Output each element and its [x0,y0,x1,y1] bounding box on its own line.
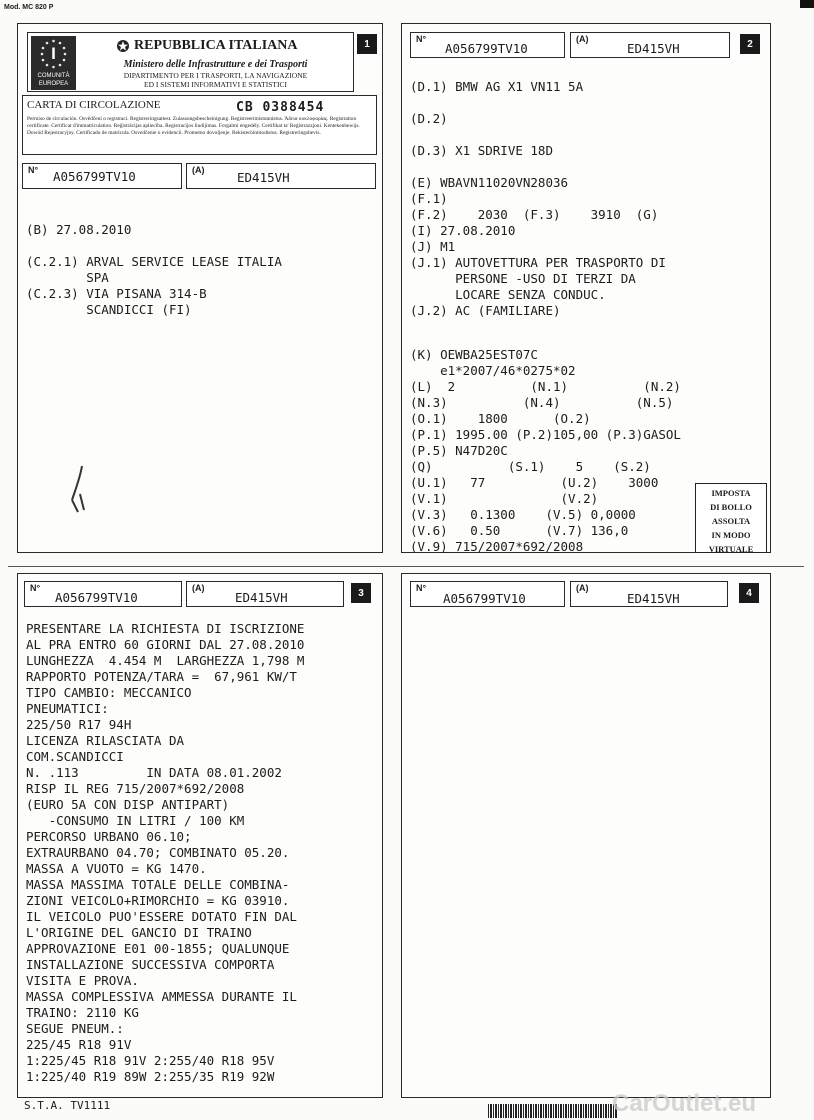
n-label: N° [28,165,39,175]
data-line [410,335,681,347]
registration-number: A056799TV10 [55,590,138,605]
document-number: CB 0388454 [236,100,325,115]
ministry-name: Ministero delle Infrastrutture e dei Trasporti [123,59,308,70]
note-line: VISITA E PROVA. [26,973,139,988]
note-line: 1:225/45 R18 91V 2:255/40 R18 95V [26,1053,275,1068]
tax-stamp [695,483,767,553]
data-line [410,159,681,175]
notes-block [26,621,304,1085]
registration-number: A056799TV10 [445,41,528,56]
note-line: -CONSUMO IN LITRI / 100 KM [26,813,245,828]
n-label: N° [416,34,427,44]
data-line: (J.1) AUTOVETTURA PER TRASPORTO DI [410,255,666,270]
watermark: CarOutlet.eu [612,1090,757,1117]
panel-number: 2 [740,34,760,54]
note-line: ZIONI VEICOLO+RIMORCHIO = KG 03910. [26,893,290,908]
stamp-line: VIRTUALE [708,544,754,554]
note-line: MASSA A VUOTO = KG 1470. [26,861,207,876]
data-line: (D.2) [410,111,448,126]
plate-box [570,32,730,58]
note-line: PNEUMATICI: [26,701,109,716]
data-line: (D.3) X1 SDRIVE 18D [410,143,553,158]
note-line: AL PRA ENTRO 60 GIORNI DAL 27.08.2010 [26,637,305,652]
data-line: (J) M1 [410,239,456,254]
data-line: (J.2) AC (FAMILIARE) [410,303,561,318]
note-line: N. .113 IN DATA 08.01.2002 [26,765,282,780]
plate-number: ED415VH [627,41,680,56]
data-line: (I) 27.08.2010 [410,223,516,238]
data-line [410,127,681,143]
holder-data [26,222,282,318]
panel-2 [401,23,771,553]
note-line: EXTRAURBANO 04.70; COMBINATO 05.20. [26,845,290,860]
model-code: Mod. MC 820 P [4,4,54,11]
data-line: (F.2) 2030 (F.3) 3910 (G) [410,207,659,222]
plate-box [186,581,344,607]
note-line: L'ORIGINE DEL GANCIO DI TRAINO [26,925,252,940]
data-line: (V.6) 0.50 (V.7) 136,0 [410,523,629,538]
note-line: MASSA MASSIMA TOTALE DELLE COMBINA- [26,877,290,892]
eu-label-1: COMUNITÀ [37,73,70,79]
note-line: 225/45 R18 91V [26,1037,132,1052]
country-letter: I [51,44,56,63]
registration-number-box [24,581,182,607]
emblem-icon [116,39,130,53]
panel-number: 1 [357,34,377,54]
panel-3 [17,573,383,1098]
plate-box [570,581,728,607]
panel-number: 3 [351,583,371,603]
data-line: (V.3) 0.1300 (V.5) 0,0000 [410,507,636,522]
department-line-1: DIPARTIMENTO PER I TRASPORTI, LA NAVIGAZIONE [123,71,308,80]
eu-flag [31,36,76,90]
registration-number-box [410,581,565,607]
a-label: (A) [192,165,205,175]
plate-number: ED415VH [235,590,288,605]
multilingual-titles: Permiso de circulación. Osvědčení o registraci. Registreringsattest. Zulassungsbescheinigung. Registreerimistunnistus. Άδεια κυκλοφορίας. Registration certificate. Certificat d'immatriculation. Reģistrācijas apliecība. Registracijos liudijimas. Forgalmi engedély. Certifikat ta' Reġistrazzjoni. Kentekenbewijs. Dowód Rejestracyjny. Certificado de matrícula. Osvedčenie o evidencii. Prometno dovoljenje. Rekisteröintitodistus. Registreringsbevis. [27,116,360,136]
registration-number-box [410,32,565,58]
registration-number: A056799TV10 [53,169,136,184]
pen-scribble-mark [68,464,98,514]
note-line: RISP IL REG 715/2007*692/2008 [26,781,245,796]
a-label: (A) [576,34,589,44]
note-line: MASSA COMPLESSIVA AMMESSA DURANTE IL [26,989,297,1004]
plate-box [186,163,376,189]
n-label: N° [416,583,427,593]
data-line: (P.5) N47D20C [410,443,508,458]
registration-number-box [22,163,182,189]
data-line: SCANDICCI (FI) [26,302,192,317]
data-line: (V.9) 715/2007*692/2008 [410,539,584,554]
data-line: (L) 2 (N.1) (N.2) [410,379,681,394]
header-box [27,32,354,92]
note-line: TIPO CAMBIO: MECCANICO [26,685,192,700]
data-line: (V.1) (V.2) [410,491,599,506]
data-line [410,95,681,111]
note-line: COM.SCANDICCI [26,749,124,764]
note-line: LICENZA RILASCIATA DA [26,733,185,748]
n-label: N° [30,583,41,593]
barcode [488,1104,618,1118]
document-title-box [22,95,377,155]
stamp-line: DI BOLLO [710,502,752,512]
a-label: (A) [576,583,589,593]
data-line: (P.1) 1995.00 (P.2)105,00 (P.3)GASOL [410,427,681,442]
republic-title: REPUBBLICA ITALIANA [134,38,298,53]
panel-number: 4 [739,583,759,603]
data-line: (C.2.1) ARVAL SERVICE LEASE ITALIA [26,254,282,269]
data-line: e1*2007/46*0275*02 [410,363,576,378]
data-line: (C.2.3) VIA PISANA 314-B [26,286,207,301]
note-line: 1:225/40 R19 89W 2:255/35 R19 92W [26,1069,275,1084]
data-line: PERSONE -USO DI TERZI DA [410,271,636,286]
vehicle-data [410,79,681,555]
note-line: 225/50 R17 94H [26,717,132,732]
department-line-2: ED I SISTEMI INFORMATIVI E STATISTICI [144,80,287,89]
note-line: IL VEICOLO PUO'ESSERE DOTATO FIN DAL [26,909,297,924]
data-line: (B) 27.08.2010 [26,222,132,237]
data-line: (N.3) (N.4) (N.5) [410,395,674,410]
a-label: (A) [192,583,205,593]
note-line: INSTALLAZIONE SUCCESSIVA COMPORTA [26,957,275,972]
panel-1 [17,23,383,553]
note-line: APPROVAZIONE E01 00-1855; QUALUNQUE [26,941,290,956]
plate-number: ED415VH [627,591,680,606]
fold-line [8,566,804,567]
document-title: CARTA DI CIRCOLAZIONE [27,99,161,111]
plate-number: ED415VH [237,170,290,185]
stamp-line: ASSOLTA [711,516,751,526]
data-line: (Q) (S.1) 5 (S.2) [410,459,651,474]
data-line: (O.1) 1800 (O.2) [410,411,591,426]
note-line: PERCORSO URBANO 06.10; [26,829,192,844]
note-line: (EURO 5A CON DISP ANTIPART) [26,797,230,812]
stamp-line: IN MODO [711,530,751,540]
data-line: (D.1) BMW AG X1 VN11 5A [410,79,584,94]
data-line: (E) WBAVN11020VN28036 [410,175,569,190]
note-line: RAPPORTO POTENZA/TARA = 67,961 KW/T [26,669,297,684]
data-line: (F.1) [410,191,448,206]
note-line: TRAINO: 2110 KG [26,1005,139,1020]
corner-mark [800,0,814,8]
note-line: SEGUE PNEUM.: [26,1021,124,1036]
stamp-line: IMPOSTA [711,488,751,498]
data-line [410,319,681,335]
panel-4 [401,573,771,1098]
sta-code: S.T.A. TV1111 [24,1099,111,1112]
eu-label-2: EUROPEA [38,81,69,87]
note-line: LUNGHEZZA 4.454 M LARGHEZZA 1,798 M [26,653,305,668]
data-line: (K) OEWBA25EST07C [410,347,538,362]
data-line: (U.1) 77 (U.2) 3000 [410,475,659,490]
registration-number: A056799TV10 [443,591,526,606]
note-line: PRESENTARE LA RICHIESTA DI ISCRIZIONE [26,621,305,636]
data-line [26,238,282,254]
data-line: LOCARE SENZA CONDUC. [410,287,606,302]
data-line: SPA [26,270,109,285]
